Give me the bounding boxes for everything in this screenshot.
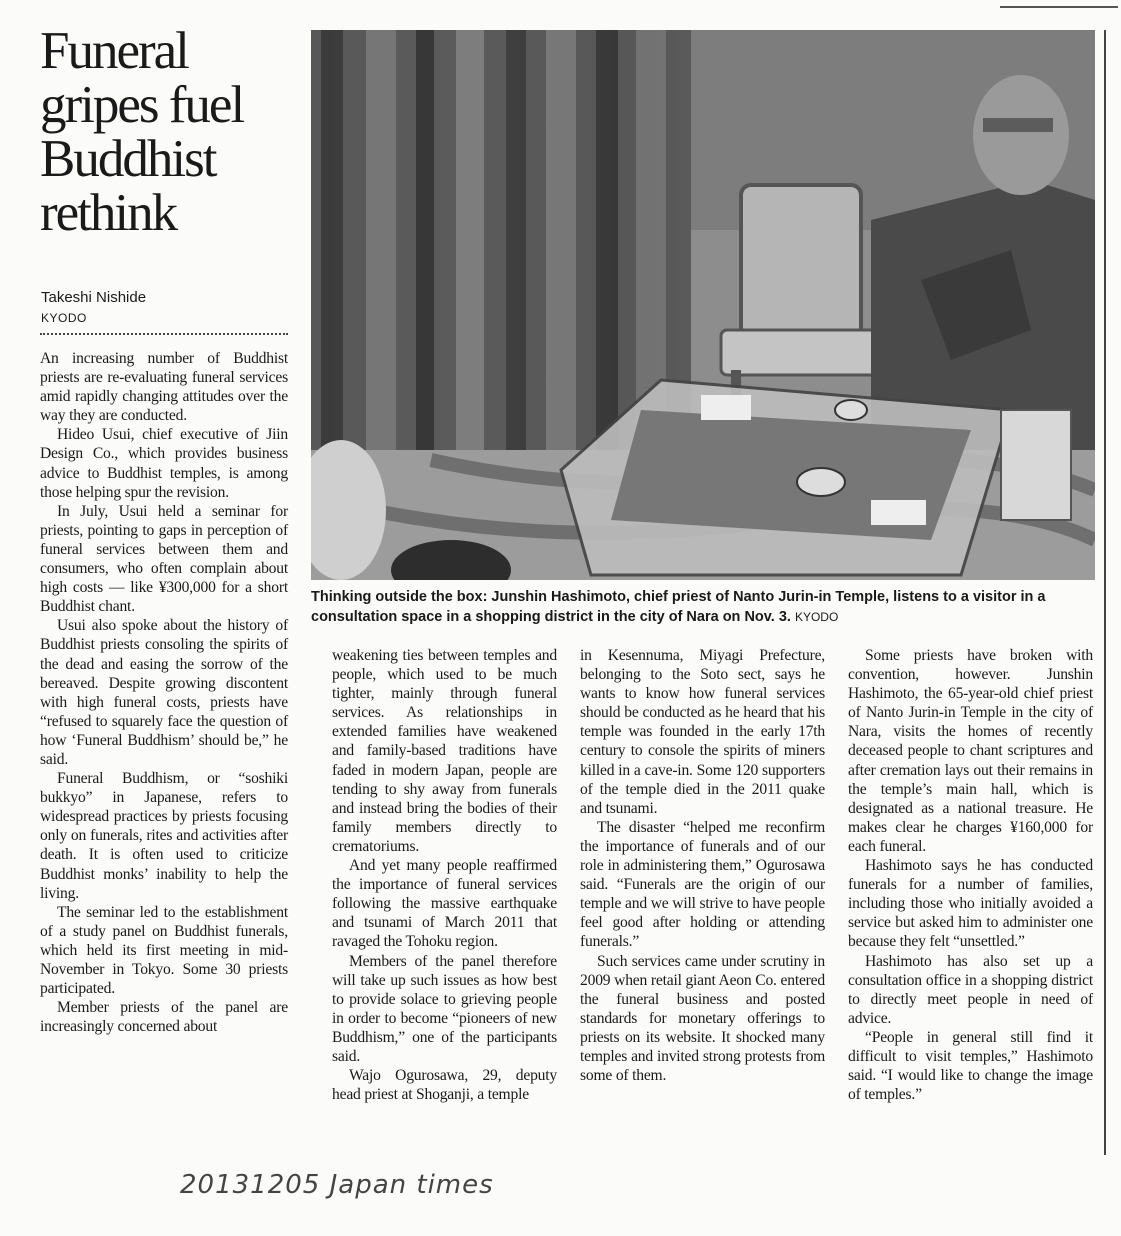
paragraph: The disaster “helped me reconfirm the importance of funerals and of our role in administering them,” Ogurosawa said. “Funerals are the origin of our temple and we will strive to have people feel good after holding or attending funerals.” — [580, 818, 825, 951]
article-column-4 — [848, 646, 1093, 1104]
byline: Takeshi Nishide — [41, 289, 147, 306]
article-photo — [311, 30, 1095, 580]
paragraph: “People in general still find it difficult to visit temples,” Hashimoto said. “I would like to change the image of temples.” — [848, 1028, 1093, 1104]
article-column-1 — [40, 349, 288, 1036]
paragraph: Wajo Ogurosawa, 29, deputy head priest at Shoganji, a temple — [332, 1067, 557, 1104]
column-rule — [1104, 30, 1106, 1155]
paragraph: in Kesennuma, Miyagi Prefecture, belonging to the Soto sect, says he wants to know how funeral services should be conducted as he heard that his temple was founded in the early 17th century to console the spirits of miners killed in a cave-in. Some 120 supporters of the temple died in the 2011 quake and tsunami. — [580, 647, 825, 817]
headline: Funeral gripes fuel Buddhist rethink — [40, 22, 244, 242]
paragraph: Member priests of the panel are increasingly concerned about — [40, 999, 288, 1036]
paragraph: In July, Usui held a seminar for priests, pointing to gaps in perception of funeral services between them and consumers, who often complain about high costs — like ¥300,000 for a short Buddhist chant. — [40, 502, 288, 616]
caption-credit: KYODO — [794, 610, 839, 624]
photo-caption — [311, 587, 1101, 627]
paragraph: Such services came under scrutiny in 2009 when retail giant Aeon Co. entered the funeral business and posted standards for monetary offerings to priests on its website. It shocked many temples and invited strong protests from some of them. — [580, 952, 825, 1085]
handwritten-note: 20131205 Japan times — [180, 1170, 494, 1200]
paragraph: Hashimoto says he has conducted funerals for a number of families, including those who initially avoided a service but asked him to administer one because they felt “unsettled.” — [848, 857, 1093, 951]
glass-table — [561, 380, 1011, 575]
paragraph: Usui also spoke about the history of Buddhist priests consoling the spirits of the dead and easing the sorrow of the bereaved. Despite growing discontent with high funeral costs, priests have “refused to squarely face the question of how ‘Funeral Buddhism’ should be,” he said. — [40, 617, 288, 768]
caption-text: Thinking outside the box: Junshin Hashimoto, chief priest of Nanto Jurin-in Temple, listens to a visitor in a consultation space in a shopping district in the city of Nara on Nov. 3. — [311, 589, 1046, 625]
article-column-3 — [580, 646, 825, 1085]
paragraph: Funeral Buddhism, or “soshiki bukkyo” in Japanese, refers to widespread practices by priests focusing only on funerals, rites and activities after death. It is often used to criticize Buddhist monks’ inability to help the living. — [40, 770, 288, 902]
paragraph: weakening ties between temples and people, which used to be much tighter, mainly through funeral services. As relationships in extended families have weakened and family-based traditions have faded in modern Japan, people are tending to shy away from funerals and instead bring the bodies of their family members directly to crematoriums. — [332, 647, 557, 855]
paragraph: And yet many people reaffirmed the importance of funeral services following the massive earthquake and tsunami of March 2011 that ravaged the Tohoku region. — [332, 857, 557, 951]
paragraph: Hashimoto has also set up a consultation office in a shopping district to directly meet people in need of advice. — [848, 952, 1093, 1027]
dotted-divider — [40, 333, 288, 335]
top-rule — [1000, 6, 1118, 8]
article-column-2 — [332, 646, 557, 1104]
agency-credit: KYODO — [41, 311, 87, 325]
paragraph: Members of the panel therefore will take up such issues as how best to provide solace to grieving people in order to become “pioneers of new Buddhism,” one of the participants said. — [332, 952, 557, 1065]
paragraph: An increasing number of Buddhist priests are re-evaluating funeral services amid rapidly changing attitudes over the way they are conducted. — [40, 350, 288, 425]
paragraph: Hideo Usui, chief executive of Jiin Design Co., which provides business advice to Buddhist temples, is among those helping spur the revision. — [40, 426, 288, 501]
paragraph: Some priests have broken with convention, however. Junshin Hashimoto, the 65-year-old chief priest of Nanto Jurin-in Temple in the city of Nara, visits the homes of recently deceased people to chant scriptures and after cremation lays out their remains in the temple’s main hall, which is designated as a national treasure. He makes clear he charges ¥160,000 for each funeral. — [848, 647, 1093, 855]
paragraph: The seminar led to the establishment of a study panel on Buddhist funerals, which held its first meeting in mid-November in Tokyo. Some 30 priests participated. — [40, 903, 288, 998]
